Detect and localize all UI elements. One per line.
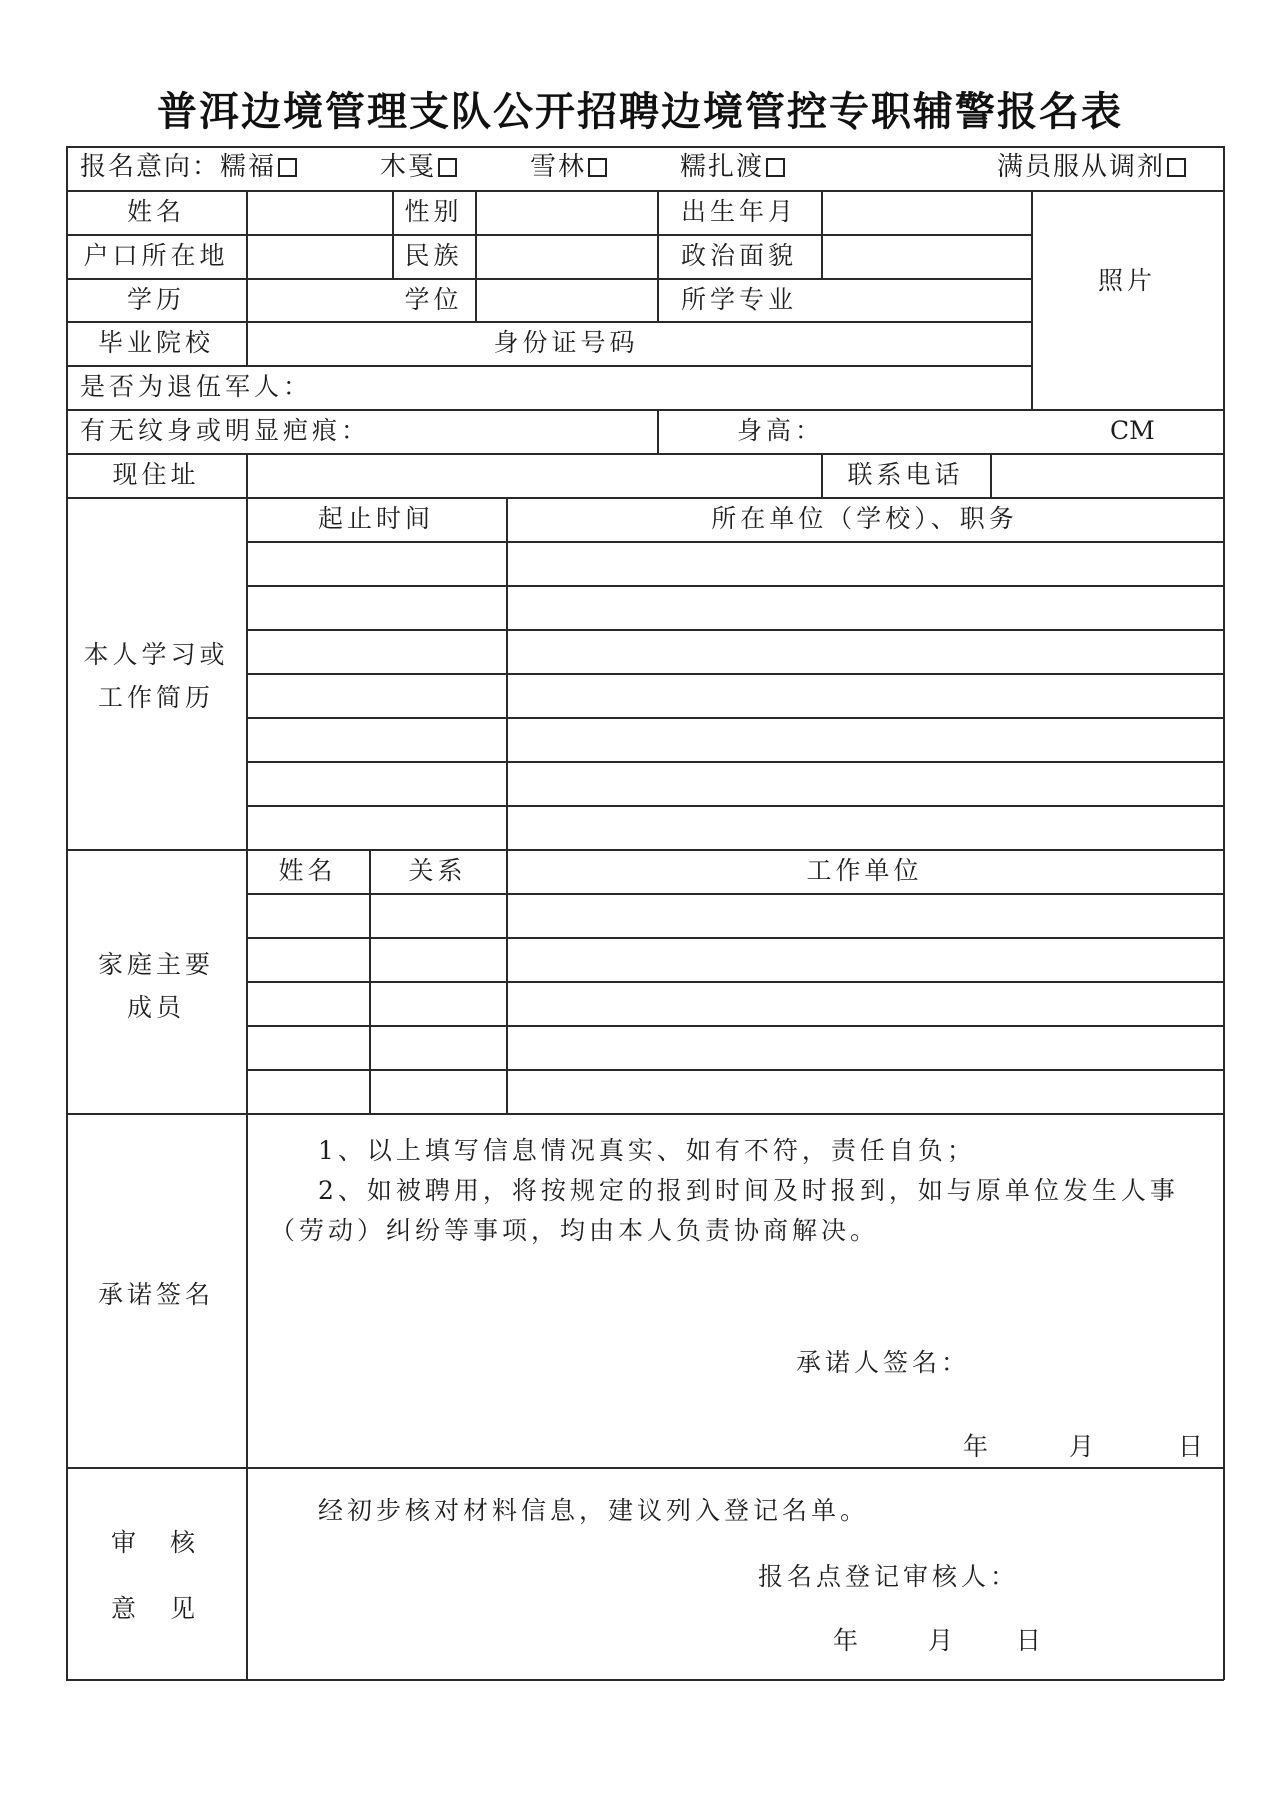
label-school: 毕业院校 <box>97 328 214 357</box>
resume-time-field[interactable] <box>248 763 505 804</box>
family-col-name: 姓名 <box>278 856 337 885</box>
checkbox[interactable] <box>1167 158 1186 177</box>
pledge-signature-field[interactable] <box>960 1340 1215 1384</box>
label-political: 政治面貌 <box>680 241 797 270</box>
birth-field[interactable] <box>823 192 1030 233</box>
family-work-field[interactable] <box>508 1027 1222 1068</box>
table-border-top <box>66 146 1224 148</box>
intention-option-label: 木戛 <box>380 152 437 182</box>
photo-area[interactable] <box>1031 190 1223 409</box>
phone-field[interactable] <box>992 455 1222 496</box>
resume-unit-field[interactable] <box>508 675 1222 716</box>
review-label-line2: 意 见 <box>111 1594 201 1623</box>
photo-placeholder: 照片 <box>1097 266 1156 295</box>
row-line <box>66 497 1224 499</box>
address-field[interactable] <box>248 455 820 496</box>
intention-option-nuozhadu[interactable] <box>680 152 785 182</box>
label-name: 姓名 <box>126 197 185 226</box>
review-reviewer-label: 报名点登记审核人： <box>758 1562 1020 1591</box>
hukou-field[interactable] <box>248 236 391 277</box>
school-field[interactable] <box>248 323 474 364</box>
review-signature-field[interactable] <box>1015 1555 1215 1599</box>
family-relation-field[interactable] <box>371 939 505 980</box>
review-opinion: 经初步核对材料信息，建议列入登记名单。 <box>318 1496 870 1525</box>
form-title: 普洱边境管理支队公开招聘边境管控专职辅警报名表 <box>157 89 1123 135</box>
pledge-label: 承诺签名 <box>97 1280 214 1309</box>
pledge-year: 年 <box>963 1432 989 1461</box>
intention-option-label: 糯扎渡 <box>680 152 765 182</box>
pledge-line-3: （劳动）纠纷等事项，均由本人负责协商解决。 <box>270 1216 880 1245</box>
review-day: 日 <box>1016 1626 1042 1655</box>
resume-unit-field[interactable] <box>508 807 1222 848</box>
family-name-field[interactable] <box>248 1027 368 1068</box>
family-name-field[interactable] <box>248 983 368 1024</box>
pledge-month: 月 <box>1069 1432 1095 1461</box>
row-line <box>66 1467 1224 1469</box>
family-label-line2: 成员 <box>126 993 185 1022</box>
label-address: 现住址 <box>112 460 200 489</box>
table-border-bottom <box>66 1679 1224 1681</box>
checkbox[interactable] <box>766 158 785 177</box>
label-hukou: 户口所在地 <box>83 241 229 270</box>
intention-row <box>80 152 297 182</box>
row-line <box>66 1113 1224 1115</box>
family-name-field[interactable] <box>248 939 368 980</box>
review-year: 年 <box>833 1626 859 1655</box>
pledge-line-1: 1、以上填写信息情况真实、如有不符，责任自负； <box>318 1136 976 1165</box>
label-id-number: 身份证号码 <box>493 328 639 357</box>
family-work-field[interactable] <box>508 983 1222 1024</box>
col-line <box>657 409 659 453</box>
family-work-field[interactable] <box>508 895 1222 936</box>
intention-option-xuelin[interactable] <box>530 152 607 182</box>
label-phone: 联系电话 <box>847 460 964 489</box>
name-field[interactable] <box>248 192 391 233</box>
resume-unit-field[interactable] <box>508 763 1222 804</box>
row-line <box>66 849 1224 851</box>
resume-time-field[interactable] <box>248 631 505 672</box>
family-relation-field[interactable] <box>371 983 505 1024</box>
family-name-field[interactable] <box>248 895 368 936</box>
resume-unit-field[interactable] <box>508 719 1222 760</box>
checkbox[interactable] <box>588 158 607 177</box>
intention-option-label: 糯福 <box>220 152 277 182</box>
family-relation-field[interactable] <box>371 1027 505 1068</box>
label-degree: 学位 <box>404 285 463 314</box>
intention-option-label: 雪林 <box>530 152 587 182</box>
family-label-line1: 家庭主要 <box>97 950 214 979</box>
education-field[interactable] <box>248 280 391 320</box>
degree-field[interactable] <box>477 280 656 320</box>
label-major: 所学专业 <box>680 285 797 314</box>
intention-obey-label: 满员服从调剂 <box>997 152 1166 182</box>
tattoo-field[interactable] <box>380 411 656 452</box>
ethnicity-field[interactable] <box>477 236 656 277</box>
pledge-line-2: 2、如被聘用，将按规定的报到时间及时报到，如与原单位发生人事 <box>318 1176 1179 1205</box>
major-field[interactable] <box>823 280 1030 320</box>
table-border-left <box>66 146 68 1680</box>
family-relation-field[interactable] <box>371 1071 505 1112</box>
family-col-work: 工作单位 <box>806 856 923 885</box>
family-col-relation: 关系 <box>408 856 467 885</box>
resume-label-line2: 工作简历 <box>97 683 214 712</box>
resume-label-line1: 本人学习或 <box>83 640 229 669</box>
intention-obey-option[interactable] <box>997 152 1186 182</box>
resume-time-field[interactable] <box>248 807 505 848</box>
resume-time-field[interactable] <box>248 543 505 584</box>
political-field[interactable] <box>823 236 1030 277</box>
label-education: 学历 <box>126 285 185 314</box>
resume-col-time: 起止时间 <box>317 504 434 533</box>
resume-unit-field[interactable] <box>508 543 1222 584</box>
label-veteran: 是否为退伍军人： <box>80 372 313 401</box>
resume-unit-field[interactable] <box>508 587 1222 628</box>
checkbox[interactable] <box>278 158 297 177</box>
family-work-field[interactable] <box>508 1071 1222 1112</box>
label-tattoo: 有无纹身或明显疤痕： <box>80 416 371 445</box>
gender-field[interactable] <box>477 192 656 233</box>
intention-label: 报名意向： <box>80 152 221 182</box>
review-month: 月 <box>928 1626 954 1655</box>
checkbox[interactable] <box>438 158 457 177</box>
resume-unit-field[interactable] <box>508 631 1222 672</box>
resume-col-unit: 所在单位（学校）、职务 <box>711 504 1018 533</box>
family-relation-field[interactable] <box>371 895 505 936</box>
label-ethnicity: 民族 <box>404 241 463 270</box>
label-gender: 性别 <box>404 197 463 226</box>
resume-time-field[interactable] <box>248 719 505 760</box>
review-label-line1: 审 核 <box>111 1528 201 1557</box>
height-field[interactable] <box>810 411 1100 452</box>
intention-option-nuofu[interactable] <box>220 152 297 182</box>
resume-time-field[interactable] <box>248 675 505 716</box>
veteran-field[interactable] <box>300 367 1030 408</box>
table-border-right <box>1223 146 1225 1680</box>
height-unit: CM <box>1110 416 1155 445</box>
family-name-field[interactable] <box>248 1071 368 1112</box>
family-work-field[interactable] <box>508 939 1222 980</box>
resume-time-field[interactable] <box>248 587 505 628</box>
label-height: 身高： <box>737 416 825 445</box>
label-birth: 出生年月 <box>680 197 797 226</box>
id-number-field[interactable] <box>659 323 1030 364</box>
pledge-signer-label: 承诺人签名： <box>796 1348 971 1377</box>
pledge-day: 日 <box>1178 1432 1204 1461</box>
intention-option-muga[interactable] <box>380 152 457 182</box>
